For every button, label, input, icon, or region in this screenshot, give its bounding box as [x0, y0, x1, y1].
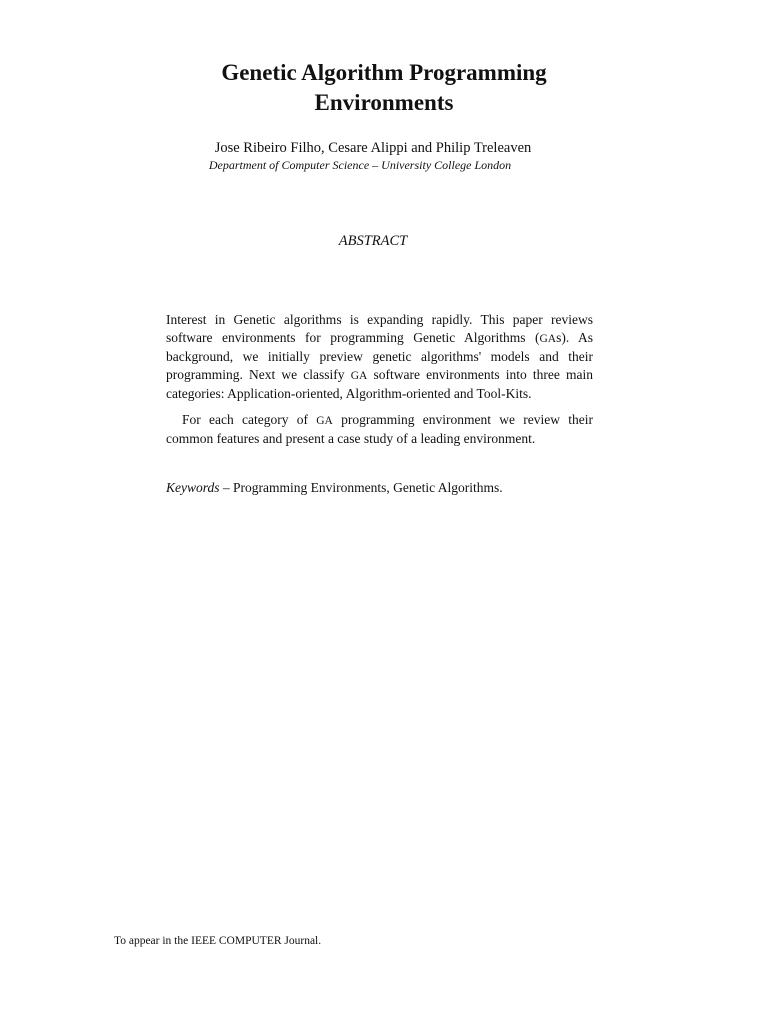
abstract-heading: ABSTRACT — [338, 233, 408, 249]
abstract-p1-text-2: s). As background, we initially preview genetic algorithms' models and their programming. Next we classify — [166, 330, 594, 382]
keywords-line — [166, 479, 593, 497]
keywords-text: – Programming Environments, Genetic Algorithms. — [219, 480, 503, 495]
paper-title — [0, 58, 768, 118]
abstract-p1-text-3: software environments into three main categories: Application-oriented, Algorithm-oriented and Tool-Kits. — [166, 367, 593, 401]
abstract-p1-ga-acronym-1: GA — [539, 333, 557, 345]
abstract-p1-ga-acronym-2: GA — [350, 370, 368, 382]
title-line-1: Genetic Algorithm Programming — [221, 60, 547, 85]
abstract-p1-text-1: Interest in Genetic algorithms is expanding rapidly. This paper reviews software environments for programming Genetic Algorithms ( — [166, 312, 593, 345]
abstract-body — [166, 311, 593, 448]
abstract-paragraph-2 — [166, 411, 593, 448]
abstract-paragraph-1 — [166, 311, 593, 403]
title-line-2: Environments — [314, 90, 454, 115]
keywords-label: Keywords — [166, 480, 220, 495]
author-list: Jose Ribeiro Filho, Cesare Alippi and Philip Treleaven — [214, 140, 532, 156]
publication-note: To appear in the IEEE COMPUTER Journal. — [114, 935, 322, 947]
abstract-p2-text-1: For each category of — [182, 412, 317, 427]
abstract-p2-text-2: programming environment we review their common features and present a case study of a leading environment. — [166, 412, 593, 446]
author-affiliation: Department of Computer Science – University College London — [208, 158, 512, 172]
abstract-p2-ga-acronym: GA — [316, 415, 333, 427]
